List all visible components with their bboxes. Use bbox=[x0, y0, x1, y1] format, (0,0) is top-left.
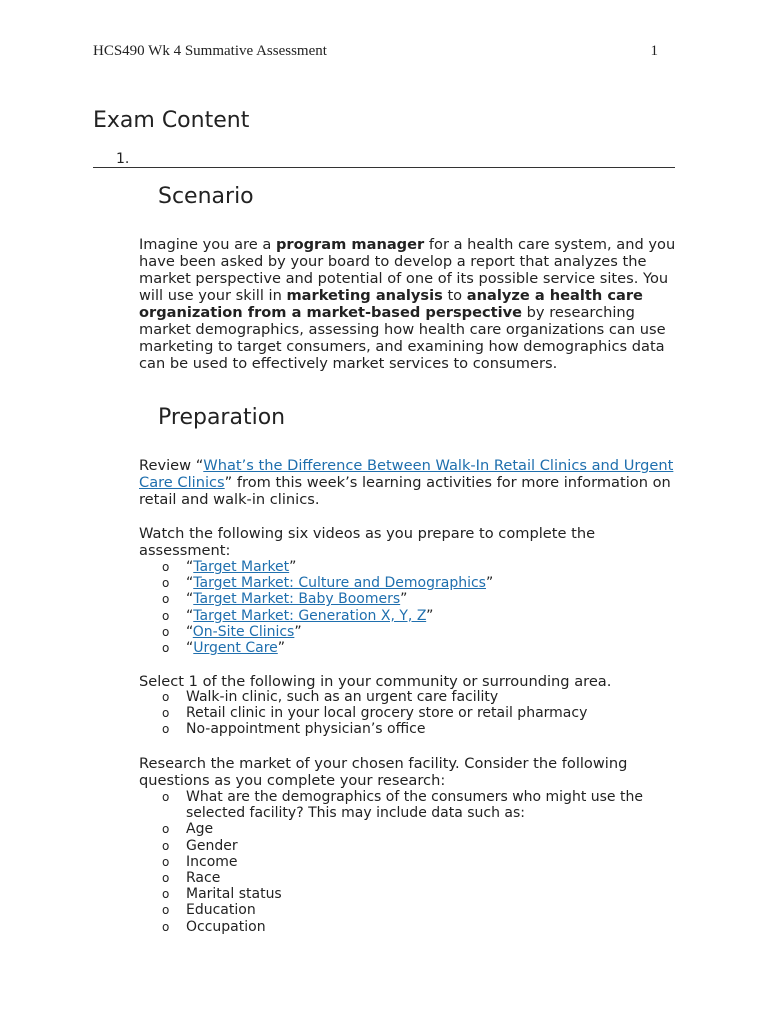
watch-intro: Watch the following six videos as you prepare to complete the assessment: bbox=[139, 525, 596, 559]
list-item: o “Urgent Care” bbox=[162, 640, 286, 657]
bullet-icon: o bbox=[162, 871, 170, 886]
demographic-item: Gender bbox=[186, 837, 238, 854]
bullet-icon: o bbox=[162, 624, 170, 639]
bullet-icon: o bbox=[162, 706, 170, 721]
video-link[interactable]: Target Market: Generation X, Y, Z bbox=[193, 607, 427, 624]
bullet-icon: o bbox=[162, 560, 170, 574]
scenario-bold-3: analyze a health care organization from a market-based perspective bbox=[139, 287, 643, 321]
select-intro: Select 1 of the following in your community or surrounding area. bbox=[139, 673, 612, 690]
list-item bbox=[139, 854, 679, 870]
bullet-icon: o bbox=[162, 919, 170, 934]
facility-option: No-appointment physician’s office bbox=[186, 721, 426, 738]
demographic-item: Age bbox=[186, 821, 214, 838]
review-suffix: ” from this week’s learning activities for more information on retail and walk-in clinics. bbox=[139, 474, 671, 508]
scenario-bold-1: program manager bbox=[275, 236, 425, 253]
bullet-icon: o bbox=[162, 722, 170, 737]
list-item bbox=[139, 705, 679, 721]
demographic-item: Marital status bbox=[186, 886, 282, 903]
video-link[interactable]: On-Site Clinics bbox=[192, 623, 295, 640]
review-prefix: Review “ bbox=[139, 457, 204, 474]
exam-title: Exam Content bbox=[93, 108, 250, 133]
list-item bbox=[139, 789, 679, 821]
video-link[interactable]: Urgent Care bbox=[193, 640, 278, 657]
bullet-icon: o bbox=[162, 592, 170, 607]
list-item: o “Target Market: Baby Boomers” bbox=[162, 591, 408, 608]
list-item: o “Target Market: Generation X, Y, Z” bbox=[162, 607, 434, 624]
list-item bbox=[139, 721, 679, 737]
video-link[interactable]: Target Market: Baby Boomers bbox=[193, 591, 401, 608]
scenario-text-4: by researching market demographics, assessing how health care organizations can use marketing to target consumers, and examining how demographics data can be used to effectively market services to consumers. bbox=[139, 304, 666, 372]
bullet-icon: o bbox=[162, 822, 170, 837]
list-item bbox=[139, 821, 679, 837]
list-item bbox=[139, 689, 679, 705]
list-item bbox=[139, 902, 679, 918]
video-link[interactable]: Target Market bbox=[193, 559, 290, 575]
video-link[interactable]: Target Market: Culture and Demographics bbox=[193, 575, 486, 592]
list-item bbox=[139, 838, 679, 854]
demographic-item: Education bbox=[186, 902, 256, 919]
bullet-icon: o bbox=[162, 838, 170, 853]
bullet-icon: o bbox=[162, 690, 170, 704]
scenario-bold-2: marketing analysis bbox=[286, 287, 443, 304]
preparation-heading: Preparation bbox=[158, 405, 286, 430]
facility-list bbox=[139, 689, 679, 738]
list-item bbox=[139, 870, 679, 886]
scenario-paragraph bbox=[139, 236, 684, 372]
list-item: o “Target Market” bbox=[162, 559, 297, 575]
research-intro: Research the market of your chosen facility. Consider the following questions as you complete your research: bbox=[139, 755, 628, 789]
review-paragraph bbox=[139, 457, 684, 508]
research-question-list bbox=[139, 789, 679, 935]
page-header bbox=[93, 43, 658, 60]
question-number: 1. bbox=[116, 151, 130, 167]
list-item bbox=[139, 919, 679, 935]
demographic-item: Occupation bbox=[186, 918, 266, 935]
demographic-item: Income bbox=[186, 853, 238, 870]
scenario-text-2: for a health care system, and you have been asked by your board to develop a report that analyzes the market perspective and potential of one of its possible service sites. You will use your skill in bbox=[139, 236, 676, 304]
research-question: What are the demographics of the consumers who might use the selected facility? This may include data such as: bbox=[186, 789, 643, 822]
list-item bbox=[139, 886, 679, 902]
bullet-icon: o bbox=[162, 903, 170, 918]
document-title: HCS490 Wk 4 Summative Assessment bbox=[93, 43, 327, 59]
facility-option: Retail clinic in your local grocery store or retail pharmacy bbox=[186, 705, 588, 722]
list-item: o “Target Market: Culture and Demographics” bbox=[162, 575, 494, 592]
bullet-icon: o bbox=[162, 608, 170, 623]
page-number: 1 bbox=[650, 43, 658, 59]
review-link[interactable]: What’s the Difference Between Walk-In Retail Clinics and Urgent Care Clinics bbox=[139, 457, 674, 491]
video-list bbox=[139, 559, 679, 656]
bullet-icon: o bbox=[162, 790, 170, 804]
bullet-icon: o bbox=[162, 854, 170, 869]
scenario-text-3: to bbox=[442, 287, 467, 304]
facility-option: Walk-in clinic, such as an urgent care facility bbox=[186, 689, 499, 705]
scenario-text-1: Imagine you are a bbox=[139, 236, 276, 253]
bullet-icon: o bbox=[162, 641, 170, 656]
list-item: o “On-Site Clinics” bbox=[162, 623, 302, 640]
bullet-icon: o bbox=[162, 887, 170, 902]
bullet-icon: o bbox=[162, 576, 170, 591]
demographic-item: Race bbox=[186, 870, 221, 887]
scenario-heading: Scenario bbox=[158, 184, 254, 209]
divider bbox=[93, 167, 675, 168]
